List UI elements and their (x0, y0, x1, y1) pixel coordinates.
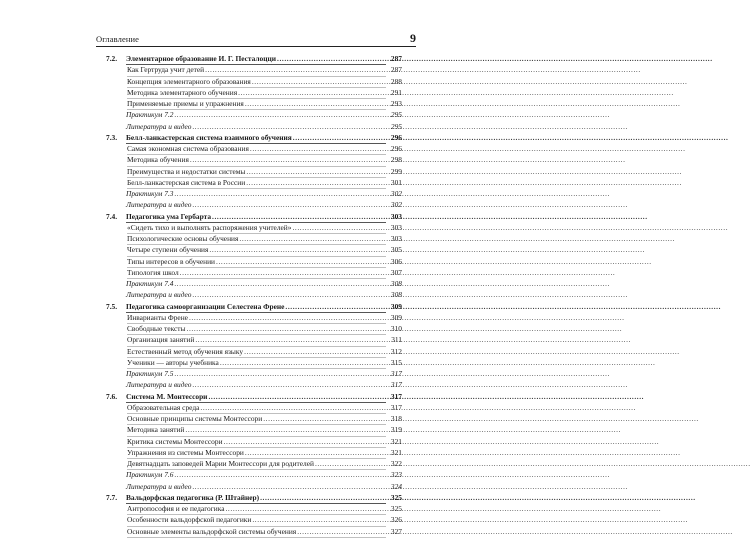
toc-entry-title: Психологические основы обучения (127, 234, 239, 243)
dot-leader (292, 222, 728, 233)
toc-section-number: 7.2. (106, 54, 118, 63)
toc-entry[interactable] (96, 334, 402, 345)
dot-leader (192, 289, 628, 300)
toc-section[interactable] (96, 492, 402, 503)
dot-leader (192, 199, 628, 210)
toc-entry-title: Практикум 7.5 (126, 369, 174, 378)
dot-leader (263, 413, 699, 424)
toc-entry-title: Литература и видео (126, 200, 192, 210)
toc-entry[interactable] (96, 244, 402, 255)
toc-entry-title: Свободные тексты (127, 324, 186, 333)
toc-entry[interactable] (96, 458, 402, 469)
toc-entry-title: Основные принципы системы Монтессори (127, 414, 263, 423)
dot-leader (315, 458, 751, 469)
dot-leader (212, 211, 648, 222)
toc-page-number: 324 (390, 481, 402, 491)
toc-entry-title: Основные элементы вальдорфской системы обучения (127, 526, 297, 536)
toc-entry-title: Методика обучения (127, 155, 189, 165)
toc-entry-title: Применяемые приемы и упражнения (127, 99, 244, 108)
toc-title-line (126, 379, 402, 390)
toc-section-number: 7.6. (106, 391, 118, 401)
toc-entry-title: Особенности вальдорфской педагогики (127, 515, 252, 525)
toc-entry-title: Белл-ланкастерская система в России (127, 177, 246, 187)
toc-page-number: 308 (390, 279, 402, 288)
toc-page-number: 293 (390, 99, 402, 108)
toc-page-number: 307 (390, 267, 402, 277)
toc-entry-title: Четыре ступени обучения (127, 245, 209, 255)
running-title: Оглавление (96, 34, 139, 44)
toc-page-number: 291 (390, 87, 402, 97)
dot-leader (190, 154, 626, 165)
toc-entry[interactable] (96, 312, 402, 323)
toc-page-number: 303 (390, 234, 402, 243)
toc-entry[interactable] (96, 188, 402, 199)
toc-entry[interactable] (96, 323, 402, 334)
toc-page-number: 296 (390, 144, 402, 153)
toc-page-number: 315 (390, 357, 402, 367)
toc-entry[interactable] (96, 98, 402, 109)
toc-entry-title: Организация занятий (127, 335, 195, 345)
toc-entry[interactable] (96, 402, 402, 413)
toc-entry[interactable] (96, 469, 402, 480)
toc-entry-title: «Сидеть тихо и выполнять распоряжения учителей» (127, 222, 292, 232)
toc-title-line (126, 199, 402, 210)
dot-leader (245, 98, 681, 109)
toc-entry[interactable] (96, 379, 402, 390)
toc-entry-title: Антропософия и ее педагогика (127, 504, 225, 513)
toc-entry[interactable] (96, 289, 402, 300)
dot-leader (192, 121, 628, 132)
running-header (96, 33, 416, 47)
toc-page-number: 288 (390, 76, 402, 86)
toc-page-number: 317 (390, 402, 402, 412)
toc-entry[interactable] (96, 143, 402, 154)
toc-entry-title: Литература и видео (126, 290, 192, 300)
dot-leader (239, 233, 675, 244)
toc-title-line (126, 109, 402, 120)
toc-page-number: 296 (390, 132, 402, 142)
dot-leader (252, 514, 688, 525)
toc-page-number: 302 (390, 200, 402, 210)
toc-entry[interactable] (96, 481, 402, 492)
toc-entry-title: Самая экономная система образования (127, 144, 249, 153)
toc-entry-title: Методика занятий (127, 425, 185, 435)
toc-section[interactable] (96, 301, 402, 312)
toc-entry[interactable] (96, 121, 402, 132)
header-rule (96, 46, 416, 47)
toc-title-line (126, 289, 402, 300)
dot-leader (297, 526, 733, 537)
toc-entry-title: Инварианты Френе (127, 312, 188, 322)
dot-leader (195, 334, 631, 345)
toc-entry-title: Как Гертруда учит детей (127, 65, 205, 75)
toc-page-number: 312 (390, 346, 402, 356)
toc-page-number: 309 (390, 301, 402, 311)
toc-page-number: 311 (391, 335, 402, 345)
toc-entry-title: Практикум 7.2 (126, 110, 174, 120)
toc-entry-title: Естественный метод обучения языку (127, 346, 244, 356)
toc-page-number: 309 (390, 312, 402, 322)
toc-section[interactable] (96, 53, 402, 64)
toc-title-line (126, 188, 402, 199)
toc-entry[interactable] (96, 368, 402, 379)
page-number: 9 (410, 31, 416, 45)
toc-section[interactable] (96, 132, 402, 143)
toc-page-number: 310 (390, 324, 402, 333)
toc-entry-title: Критика системы Монтессори (127, 436, 223, 446)
toc-entry[interactable] (96, 503, 402, 514)
toc-title-line (126, 121, 402, 132)
toc-page-number: 317 (390, 391, 402, 401)
dot-leader (224, 436, 660, 447)
toc-page-number: 325 (390, 492, 402, 502)
toc-entry-title: Педагогика самоорганизации Селестена Френе (126, 301, 285, 311)
toc-page-number: 325 (390, 504, 402, 513)
dot-leader (208, 391, 644, 402)
toc-entry-title: Педагогика ума Гербарта (126, 211, 212, 221)
toc-page-number: 306 (390, 256, 402, 266)
toc-entry[interactable] (96, 154, 402, 165)
toc-entry[interactable] (96, 109, 402, 120)
toc-page-number: 322 (390, 459, 402, 468)
toc-page-number: 327 (390, 526, 402, 536)
dot-leader (209, 244, 645, 255)
toc-entry[interactable] (96, 357, 402, 368)
dot-leader (250, 143, 686, 154)
toc-entry-title: Концепция элементарного образования (127, 76, 251, 86)
dot-leader (245, 447, 681, 458)
toc-entry[interactable] (96, 177, 402, 188)
toc-page-number: 295 (390, 121, 402, 131)
toc-title-line (126, 368, 402, 379)
toc-entry[interactable] (96, 256, 402, 267)
dot-leader (293, 132, 729, 143)
toc-entry-title: Литература и видео (126, 121, 192, 131)
toc-page-number: 326 (390, 515, 402, 525)
toc-entry-title: Упражнения из системы Монтессори (127, 447, 244, 457)
dot-leader (189, 312, 625, 323)
toc-entry-title: Система М. Монтессори (126, 391, 208, 401)
toc-entry[interactable] (96, 222, 402, 233)
toc-section-number: 7.7. (106, 492, 118, 502)
toc-entry-title: Практикум 7.6 (126, 470, 174, 480)
toc-entry[interactable] (96, 87, 402, 98)
toc-title-line (126, 481, 402, 492)
toc-page-number: 321 (390, 436, 402, 446)
toc-page-number: 305 (390, 245, 402, 255)
table-of-contents (96, 53, 402, 537)
toc-entry-title: Преимущества и недостатки системы (127, 166, 246, 176)
toc-entry[interactable] (96, 424, 402, 435)
toc-page-number: 308 (390, 290, 402, 300)
toc-entry[interactable] (96, 413, 402, 424)
dot-leader (260, 492, 696, 503)
toc-page-number: 319 (390, 425, 402, 435)
dot-leader (192, 379, 628, 390)
dot-leader (205, 64, 641, 75)
toc-entry-title: Вальдорфская педагогика (Р. Штайнер) (126, 492, 260, 502)
dot-leader (277, 53, 713, 64)
toc-entry[interactable] (96, 233, 402, 244)
toc-section[interactable] (96, 391, 402, 402)
toc-entry-title: Практикум 7.3 (126, 189, 174, 198)
dot-leader (192, 481, 628, 492)
dot-leader (220, 357, 656, 368)
toc-entry[interactable] (96, 447, 402, 458)
toc-entry[interactable] (96, 76, 402, 87)
toc-page-number: 318 (390, 414, 402, 423)
toc-page-number: 303 (390, 211, 402, 221)
toc-entry-title: Ученики — авторы учебника (127, 357, 219, 367)
dot-leader (200, 402, 636, 413)
dot-leader (252, 76, 688, 87)
dot-leader (246, 177, 682, 188)
toc-entry-title: Образовательная среда (127, 402, 200, 412)
toc-page-number: 302 (390, 189, 402, 198)
dot-leader (246, 166, 682, 177)
toc-page-number: 317 (390, 369, 402, 378)
toc-page-number: 299 (390, 166, 402, 176)
toc-page-number: 295 (390, 110, 402, 120)
toc-page-number: 287 (390, 65, 402, 75)
toc-title-line (126, 278, 402, 289)
toc-page-number: 287 (390, 54, 402, 63)
toc-entry[interactable] (96, 278, 402, 289)
dot-leader (285, 301, 721, 312)
toc-page-number: 317 (390, 380, 402, 390)
dot-leader (187, 323, 623, 334)
toc-page-number: 301 (390, 177, 402, 187)
toc-entry-title: Методика элементарного обучения (127, 87, 238, 97)
toc-entry[interactable] (96, 514, 402, 525)
toc-entry[interactable] (96, 199, 402, 210)
toc-page-number: 321 (390, 447, 402, 457)
dot-leader (225, 503, 661, 514)
toc-section-number: 7.3. (106, 132, 118, 142)
dot-leader (238, 87, 674, 98)
toc-page-number: 323 (390, 470, 402, 480)
toc-entry-title: Девятнадцать заповедей Марии Монтессори для родителей (127, 459, 314, 468)
toc-section[interactable] (96, 211, 402, 222)
toc-entry[interactable] (96, 267, 402, 278)
toc-entry[interactable] (96, 166, 402, 177)
toc-title-line (127, 526, 402, 538)
toc-entry-title: Типология школ (127, 267, 179, 277)
toc-entry[interactable] (96, 436, 402, 447)
toc-entry-title: Практикум 7.4 (126, 279, 174, 288)
toc-entry-title: Литература и видео (126, 481, 192, 491)
toc-section-number: 7.5. (106, 301, 118, 311)
dot-leader (244, 346, 680, 357)
toc-entry-title: Типы интересов в обучении (127, 256, 216, 266)
dot-leader (216, 256, 652, 267)
toc-entry[interactable] (96, 526, 402, 537)
toc-entry[interactable] (96, 64, 402, 75)
toc-entry-title: Элементарное образование И. Г. Песталоцци (126, 54, 276, 63)
dot-leader (185, 424, 621, 435)
toc-entry-title: Белл-ланкастерская система взаимного обучения (126, 132, 292, 142)
toc-entry[interactable] (96, 346, 402, 357)
toc-title-line (126, 469, 402, 480)
toc-section-number: 7.4. (106, 211, 118, 221)
toc-page-number: 303 (390, 222, 402, 232)
toc-page-number: 298 (390, 155, 402, 165)
toc-entry-title: Литература и видео (126, 380, 192, 390)
